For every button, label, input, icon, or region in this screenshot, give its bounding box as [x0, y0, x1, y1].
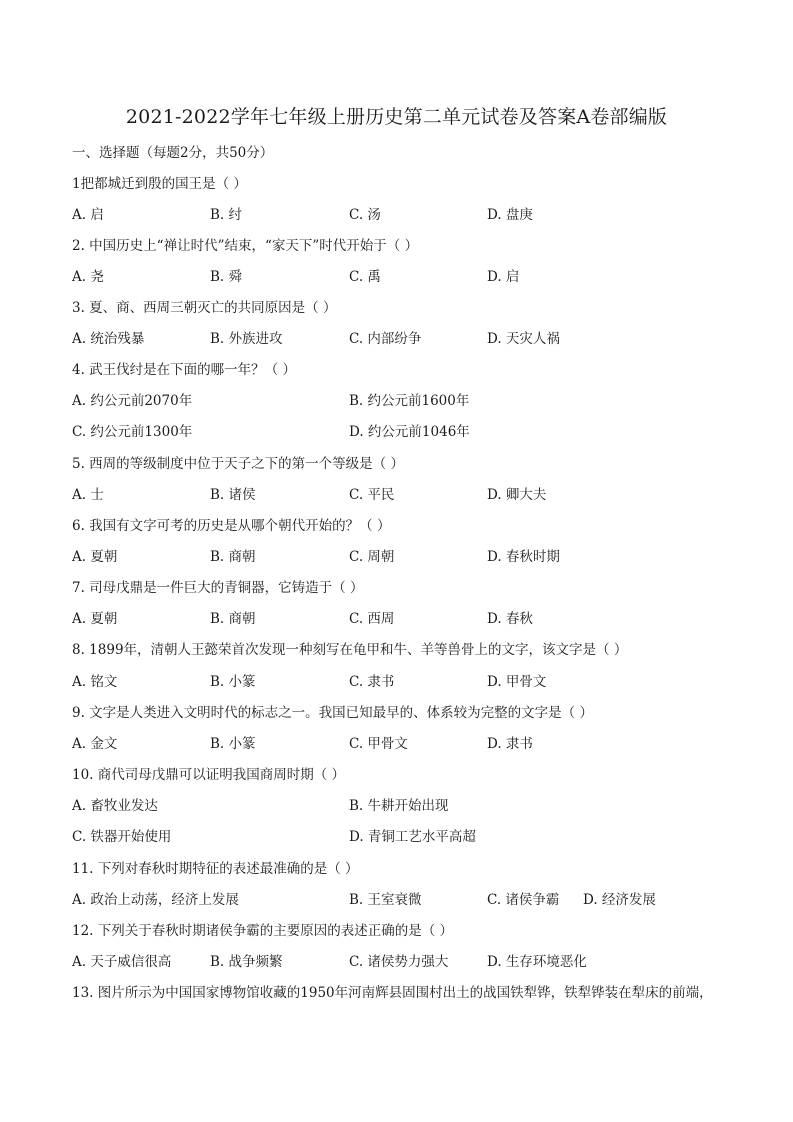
question-7: 7. 司母戊鼎是一件巨大的青铜器，它铸造于（ ）	[72, 580, 364, 596]
q9-option-c: C. 甲骨文	[349, 736, 408, 752]
q11-option-c: C. 诸侯争霸	[487, 892, 560, 908]
q8-option-b: B. 小篆	[210, 674, 256, 690]
q8-option-a: A. 铭文	[72, 674, 118, 690]
q7-option-a: A. 夏朝	[72, 611, 118, 627]
q1-option-a: A. 启	[72, 207, 104, 223]
question-5: 5. 西周的等级制度中位于天子之下的第一个等级是（ ）	[72, 456, 404, 472]
q5-option-a: A. 士	[72, 487, 104, 503]
q1-option-c: C. 汤	[349, 207, 381, 223]
q4-option-d: D. 约公元前1046年	[349, 424, 470, 440]
q12-option-d: D. 生存环境恶化	[487, 954, 587, 970]
question-13: 13. 图片所示为中国国家博物馆收藏的1950年河南辉县固围村出土的战国铁犁铧，铁犁铧装在犁床的前端，	[72, 985, 713, 1001]
q7-option-b: B. 商朝	[210, 611, 256, 627]
q8-option-c: C. 隶书	[349, 674, 395, 690]
question-12: 12. 下列关于春秋时期诸侯争霸的主要原因的表述正确的是（ ）	[72, 923, 454, 939]
question-11: 11. 下列对春秋时期特征的表述最准确的是（ ）	[72, 861, 359, 877]
q9-option-b: B. 小篆	[210, 736, 256, 752]
question-2: 2. 中国历史上“禅让时代”结束，“家天下”时代开始于（ ）	[72, 238, 419, 254]
q10-option-d: D. 青铜工艺水平高超	[349, 829, 476, 845]
question-10: 10. 商代司母戊鼎可以证明我国商周时期（ ）	[72, 767, 346, 783]
q9-option-a: A. 金文	[72, 736, 118, 752]
question-6: 6. 我国有文字可考的历史是从哪个朝代开始的？（ ）	[72, 518, 391, 534]
q3-option-a: A. 统治残暴	[72, 331, 145, 347]
q3-option-d: D. 天灾人祸	[487, 331, 560, 347]
q1-option-b: B. 纣	[210, 207, 243, 223]
q4-option-c: C. 约公元前1300年	[72, 424, 193, 440]
q11-option-b: B. 王室衰微	[349, 892, 422, 908]
q5-option-d: D. 卿大夫	[487, 487, 547, 503]
q10-option-c: C. 铁器开始使用	[72, 829, 172, 845]
q11-option-a: A. 政治上动荡，经济上发展	[72, 892, 239, 908]
q12-option-a: A. 天子威信很高	[72, 954, 172, 970]
q5-option-c: C. 平民	[349, 487, 395, 503]
q2-option-b: B. 舜	[210, 269, 243, 285]
q2-option-a: A. 尧	[72, 269, 104, 285]
question-9: 9. 文字是人类进入文明时代的标志之一。我国已知最早的、体系较为完整的文字是（ ）	[72, 705, 593, 721]
q6-option-b: B. 商朝	[210, 549, 256, 565]
q5-option-b: B. 诸侯	[210, 487, 256, 503]
q12-option-c: C. 诸侯势力强大	[349, 954, 449, 970]
question-8: 8. 1899年，清朝人王懿荣首次发现一种刻写在龟甲和牛、羊等兽骨上的文字，该文字是（ ）	[72, 642, 628, 658]
q6-option-d: D. 春秋时期	[487, 549, 560, 565]
q1-option-d: D. 盘庚	[487, 207, 533, 223]
q10-option-a: A. 畜牧业发达	[72, 798, 158, 814]
q9-option-d: D. 隶书	[487, 736, 533, 752]
q6-option-a: A. 夏朝	[72, 549, 118, 565]
q6-option-c: C. 周朝	[349, 549, 395, 565]
q10-option-b: B. 牛耕开始出现	[349, 798, 449, 814]
q7-option-c: C. 西周	[349, 611, 395, 627]
question-1: 1把都城迁到殷的国王是（ ）	[72, 176, 247, 192]
q12-option-b: B. 战争频繁	[210, 954, 283, 970]
section-heading: 一、选择题（每题2分，共50分）	[72, 145, 274, 161]
q3-option-c: C. 内部纷争	[349, 331, 422, 347]
q8-option-d: D. 甲骨文	[487, 674, 547, 690]
q3-option-b: B. 外族进攻	[210, 331, 283, 347]
q11-option-d: D. 经济发展	[583, 892, 656, 908]
q4-option-b: B. 约公元前1600年	[349, 393, 470, 409]
page-title: 2021-2022学年七年级上册历史第二单元试卷及答案A卷部编版	[125, 106, 668, 128]
q7-option-d: D. 春秋	[487, 611, 533, 627]
question-4: 4. 武王伐纣是在下面的哪一年？（ ）	[72, 362, 296, 378]
question-3: 3. 夏、商、西周三朝灭亡的共同原因是（ ）	[72, 300, 337, 316]
q2-option-c: C. 禹	[349, 269, 381, 285]
q4-option-a: A. 约公元前2070年	[72, 393, 193, 409]
q2-option-d: D. 启	[487, 269, 520, 285]
